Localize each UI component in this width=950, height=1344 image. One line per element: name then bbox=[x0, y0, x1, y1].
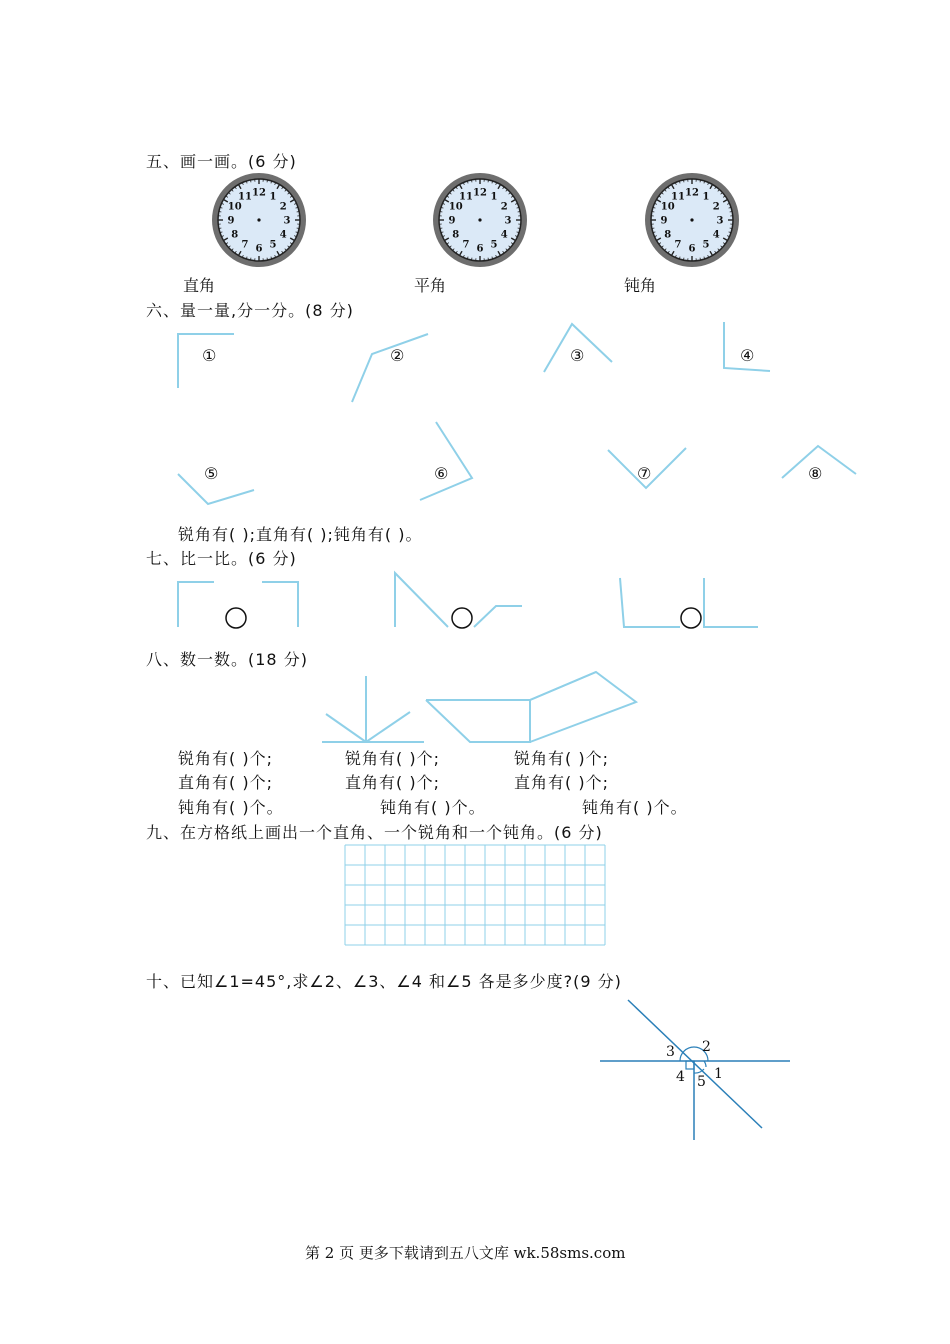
clock-number: 11 bbox=[238, 191, 252, 203]
angle-number-1: 1 bbox=[714, 1066, 723, 1082]
clock-number: 9 bbox=[448, 215, 456, 227]
clock-tick bbox=[652, 228, 654, 229]
angle-number-4: 4 bbox=[676, 1069, 685, 1085]
clock-tick bbox=[683, 180, 684, 182]
clock-number: 8 bbox=[231, 229, 239, 241]
q6-angles bbox=[0, 320, 950, 520]
clock-number: 10 bbox=[660, 201, 675, 213]
q9-title: 九、在方格纸上画出一个直角、一个锐角和一个钝角。(6 分) bbox=[146, 823, 603, 842]
angle-label-8: ⑧ bbox=[808, 464, 823, 483]
clock-number: 2 bbox=[279, 201, 287, 213]
q6-answer-line: 锐角有( );直角有( );钝角有( )。 bbox=[178, 525, 423, 544]
clock-number: 3 bbox=[504, 215, 512, 227]
clock-number: 7 bbox=[674, 239, 682, 251]
q10-intersecting-lines bbox=[590, 990, 810, 1150]
clock-tick bbox=[250, 258, 251, 260]
q8-row3-col2: 钝角有( )个。 bbox=[380, 798, 486, 817]
grid-paper[interactable] bbox=[344, 844, 606, 948]
clock-tick bbox=[730, 228, 732, 229]
label-obtuse-angle: 钝角 bbox=[624, 276, 657, 295]
clock-number: 12 bbox=[473, 187, 487, 199]
clock-center bbox=[478, 218, 481, 221]
clock-tick bbox=[730, 211, 732, 212]
clock-straight-angle bbox=[430, 170, 530, 270]
clock-tick bbox=[488, 180, 489, 182]
q8-row1-col3: 锐角有( )个; bbox=[514, 749, 609, 768]
q8-row3-col1: 钝角有( )个。 bbox=[178, 798, 284, 817]
clock-tick bbox=[297, 211, 299, 212]
q5-title: 五、画一画。(6 分) bbox=[146, 152, 297, 171]
angle-label-5: ⑤ bbox=[204, 464, 219, 483]
q8-title: 八、数一数。(18 分) bbox=[146, 650, 308, 669]
clock-tick bbox=[471, 258, 472, 260]
clock-center bbox=[257, 218, 260, 221]
clock-number: 1 bbox=[490, 191, 498, 203]
clock-number: 5 bbox=[702, 239, 710, 251]
clock-number: 3 bbox=[716, 215, 724, 227]
angle-label-6: ⑥ bbox=[434, 464, 449, 483]
q8-row3-col3: 钝角有( )个。 bbox=[582, 798, 688, 817]
clock-number: 6 bbox=[688, 243, 696, 255]
clock-tick bbox=[700, 180, 701, 182]
clock-number: 8 bbox=[664, 229, 672, 241]
q8-row1-col1: 锐角有( )个; bbox=[178, 749, 273, 768]
clock-tick bbox=[683, 258, 684, 260]
angle-label-1: ① bbox=[202, 346, 217, 365]
clock-number: 2 bbox=[712, 201, 720, 213]
clock-number: 8 bbox=[452, 229, 460, 241]
clock-tick bbox=[652, 211, 654, 212]
clock-tick bbox=[700, 258, 701, 260]
clock-tick bbox=[518, 211, 520, 212]
clock-obtuse-angle bbox=[642, 170, 742, 270]
clock-number: 3 bbox=[283, 215, 291, 227]
clock-number: 6 bbox=[255, 243, 263, 255]
clock-number: 1 bbox=[702, 191, 710, 203]
q8-count-figures bbox=[0, 665, 950, 745]
clock-tick bbox=[219, 228, 221, 229]
clock-center bbox=[690, 218, 693, 221]
q6-title: 六、量一量,分一分。(8 分) bbox=[146, 301, 354, 320]
clock-number: 9 bbox=[227, 215, 235, 227]
q7-compare-figures bbox=[0, 568, 950, 638]
clock-tick bbox=[297, 228, 299, 229]
angle-label-7: ⑦ bbox=[637, 464, 652, 483]
clock-tick bbox=[267, 180, 268, 182]
clock-number: 10 bbox=[227, 201, 242, 213]
clock-tick bbox=[250, 180, 251, 182]
clock-tick bbox=[267, 258, 268, 260]
clock-tick bbox=[440, 211, 442, 212]
clock-tick bbox=[471, 180, 472, 182]
clock-number: 4 bbox=[500, 229, 508, 241]
angle-label-3: ③ bbox=[570, 346, 585, 365]
clock-right-angle bbox=[209, 170, 309, 270]
angle-label-2: ② bbox=[390, 346, 405, 365]
clock-number: 6 bbox=[476, 243, 484, 255]
label-straight-angle: 平角 bbox=[414, 276, 447, 295]
q8-row2-col2: 直角有( )个; bbox=[345, 773, 440, 792]
clock-number: 5 bbox=[490, 239, 498, 251]
angle-number-2: 2 bbox=[702, 1039, 711, 1055]
angle-number-3: 3 bbox=[666, 1044, 675, 1060]
clock-tick bbox=[440, 228, 442, 229]
clock-number: 2 bbox=[500, 201, 508, 213]
clock-number: 12 bbox=[685, 187, 699, 199]
angle-label-4: ④ bbox=[740, 346, 755, 365]
clock-number: 5 bbox=[269, 239, 277, 251]
q8-row2-col1: 直角有( )个; bbox=[178, 773, 273, 792]
clock-tick bbox=[219, 211, 221, 212]
clock-number: 11 bbox=[459, 191, 473, 203]
clock-number: 4 bbox=[279, 229, 287, 241]
q8-row2-col3: 直角有( )个; bbox=[514, 773, 609, 792]
clock-number: 9 bbox=[660, 215, 668, 227]
clock-number: 7 bbox=[241, 239, 249, 251]
clock-tick bbox=[488, 258, 489, 260]
angle-number-5: 5 bbox=[697, 1074, 706, 1090]
clock-number: 4 bbox=[712, 229, 720, 241]
page-footer: 第 2 页 更多下载请到五八文库 wk.58sms.com bbox=[305, 1244, 626, 1262]
q8-row1-col2: 锐角有( )个; bbox=[345, 749, 440, 768]
clock-tick bbox=[518, 228, 520, 229]
clock-number: 1 bbox=[269, 191, 277, 203]
label-right-angle: 直角 bbox=[183, 276, 216, 295]
clock-number: 11 bbox=[671, 191, 685, 203]
q10-title: 十、已知∠1=45°,求∠2、∠3、∠4 和∠5 各是多少度?(9 分) bbox=[146, 972, 622, 991]
clock-number: 10 bbox=[448, 201, 463, 213]
q7-title: 七、比一比。(6 分) bbox=[146, 549, 297, 568]
clock-number: 12 bbox=[252, 187, 266, 199]
clock-number: 7 bbox=[462, 239, 470, 251]
